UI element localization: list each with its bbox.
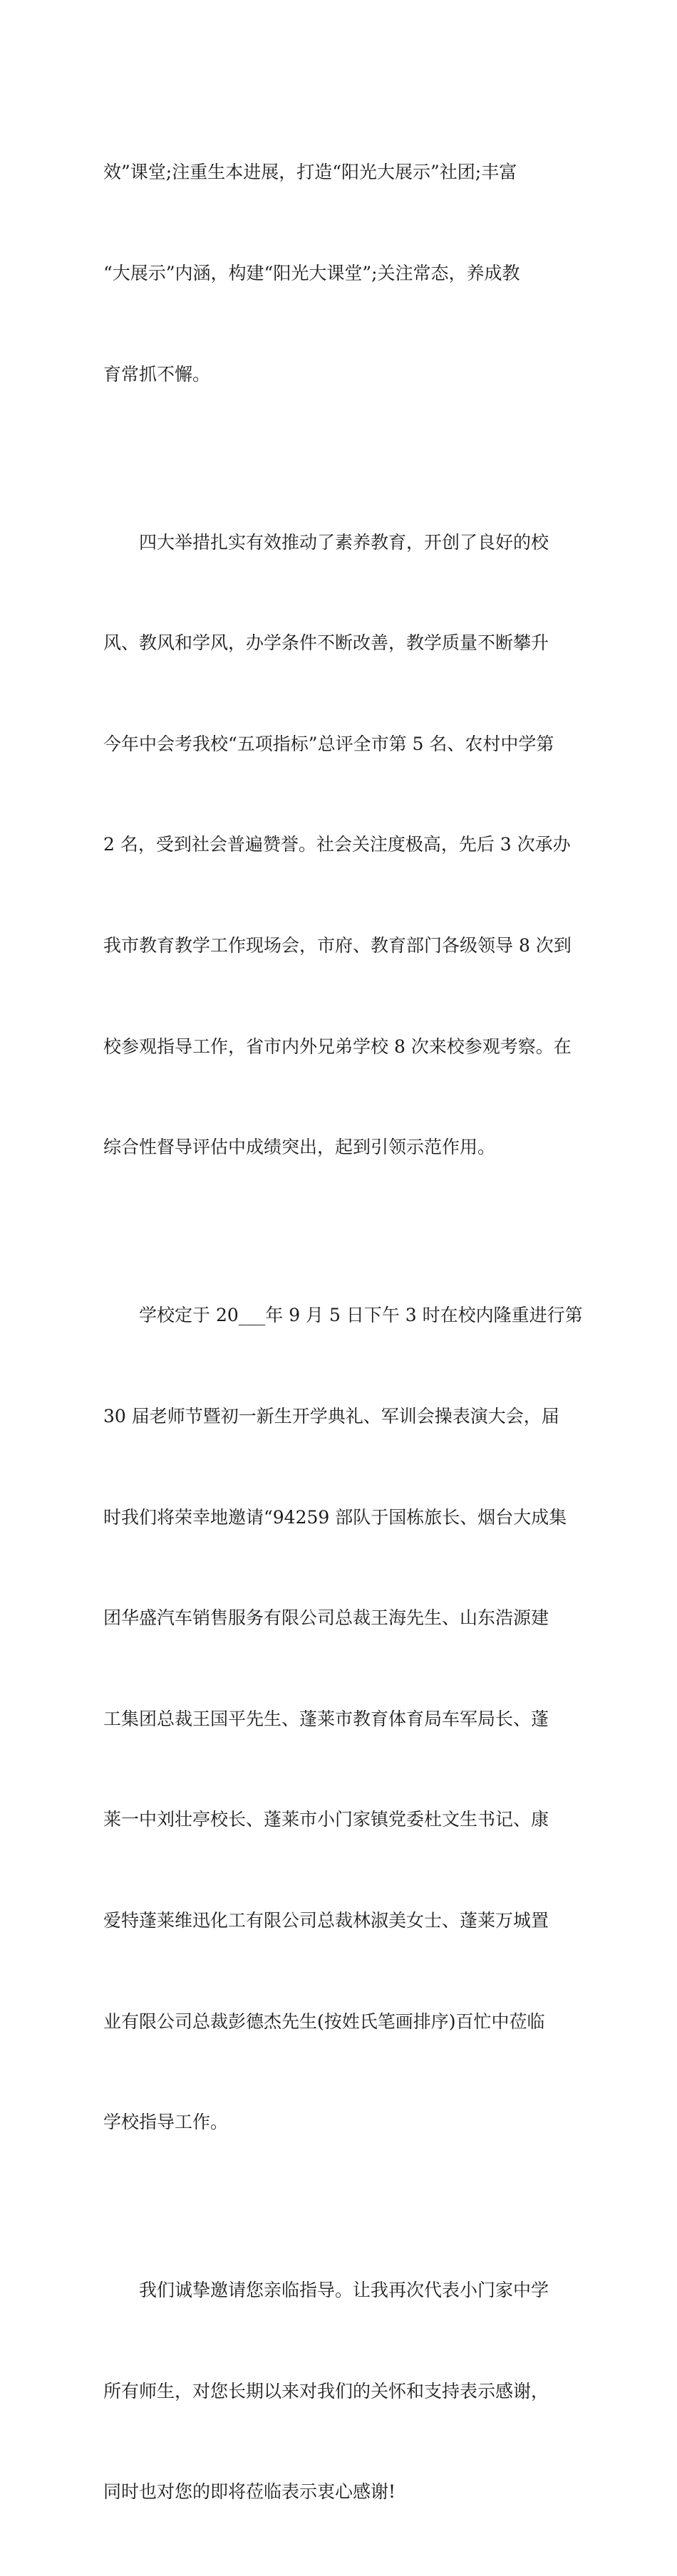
paragraph-line: 30 届老师节暨初一新生开学典礼、军训会操表演大会，届 — [103, 1405, 559, 1427]
paragraph-4 — [103, 2206, 575, 2576]
paragraph-line: 风、教风和学风，办学条件不断改善，教学质量不断攀升 — [103, 632, 549, 654]
paragraph-line: 学校定于 20___年 9 月 5 日下午 3 时在校内隆重进行第 — [139, 1305, 583, 1326]
paragraph-line: “大展示”内涵，构建“阳光大课堂”;关注常态，养成教 — [103, 263, 520, 284]
paragraph-line: 莱一中刘壮亭校长、蓬莱市小门家镇党委杜文生书记、康 — [103, 1809, 549, 1830]
paragraph-line: 学校指导工作。 — [103, 2112, 229, 2133]
paragraph-3 — [103, 1231, 583, 2206]
paragraph-line: 我市教育教学工作现场会，市府、教育部门各级领导 8 次到 — [103, 935, 572, 956]
paragraph-line: 综合性督导评估中成绩突出，起到引领示范作用。 — [103, 1137, 496, 1158]
paragraph-line: 我们诚挚邀请您亲临指导。让我再次代表小门家中学 — [139, 2280, 549, 2301]
paragraph-line: 业有限公司总裁彭德杰先生(按姓氏笔画排序)百忙中莅临 — [103, 2011, 545, 2032]
paragraph-1 — [103, 88, 575, 458]
paragraph-line: 四大举措扎实有效推动了素养教育，开创了良好的校 — [139, 531, 549, 553]
paragraph-line: 所有师生，对您长期以来对我们的关怀和支持表示感谢， — [103, 2380, 549, 2402]
paragraph-line: 效”课堂;注重生本进展，打造“阳光大展示”社团;丰富 — [103, 162, 517, 183]
paragraph-line: 同时也对您的即将莅临表示衷心感谢! — [103, 2481, 396, 2503]
paragraph-line: 2 名，受到社会普遍赞誉。社会关注度极高，先后 3 次承办 — [103, 834, 571, 855]
document-page — [103, 88, 583, 2576]
paragraph-line: 爱特蓬莱维迅化工有限公司总裁林淑美女士、蓬莱万城置 — [103, 1909, 549, 1931]
paragraph-line: 团华盛汽车销售服务有限公司总裁王海先生、山东浩源建 — [103, 1607, 549, 1629]
paragraph-line: 时我们将荣幸地邀请“94259 部队于国栋旅长、烟台大成集 — [103, 1506, 567, 1528]
paragraph-2 — [103, 458, 575, 1231]
paragraph-line: 今年中会考我校“五项指标”总评全市第 5 名、农村中学第 — [103, 733, 554, 754]
paragraph-line: 校参观指导工作，省市内外兄弟学校 8 次来校参观考察。在 — [103, 1036, 572, 1057]
paragraph-line: 工集团总裁王国平先生、蓬莱市教育体育局车军局长、蓬 — [103, 1708, 549, 1729]
paragraph-line: 育常抓不懈。 — [103, 363, 211, 385]
